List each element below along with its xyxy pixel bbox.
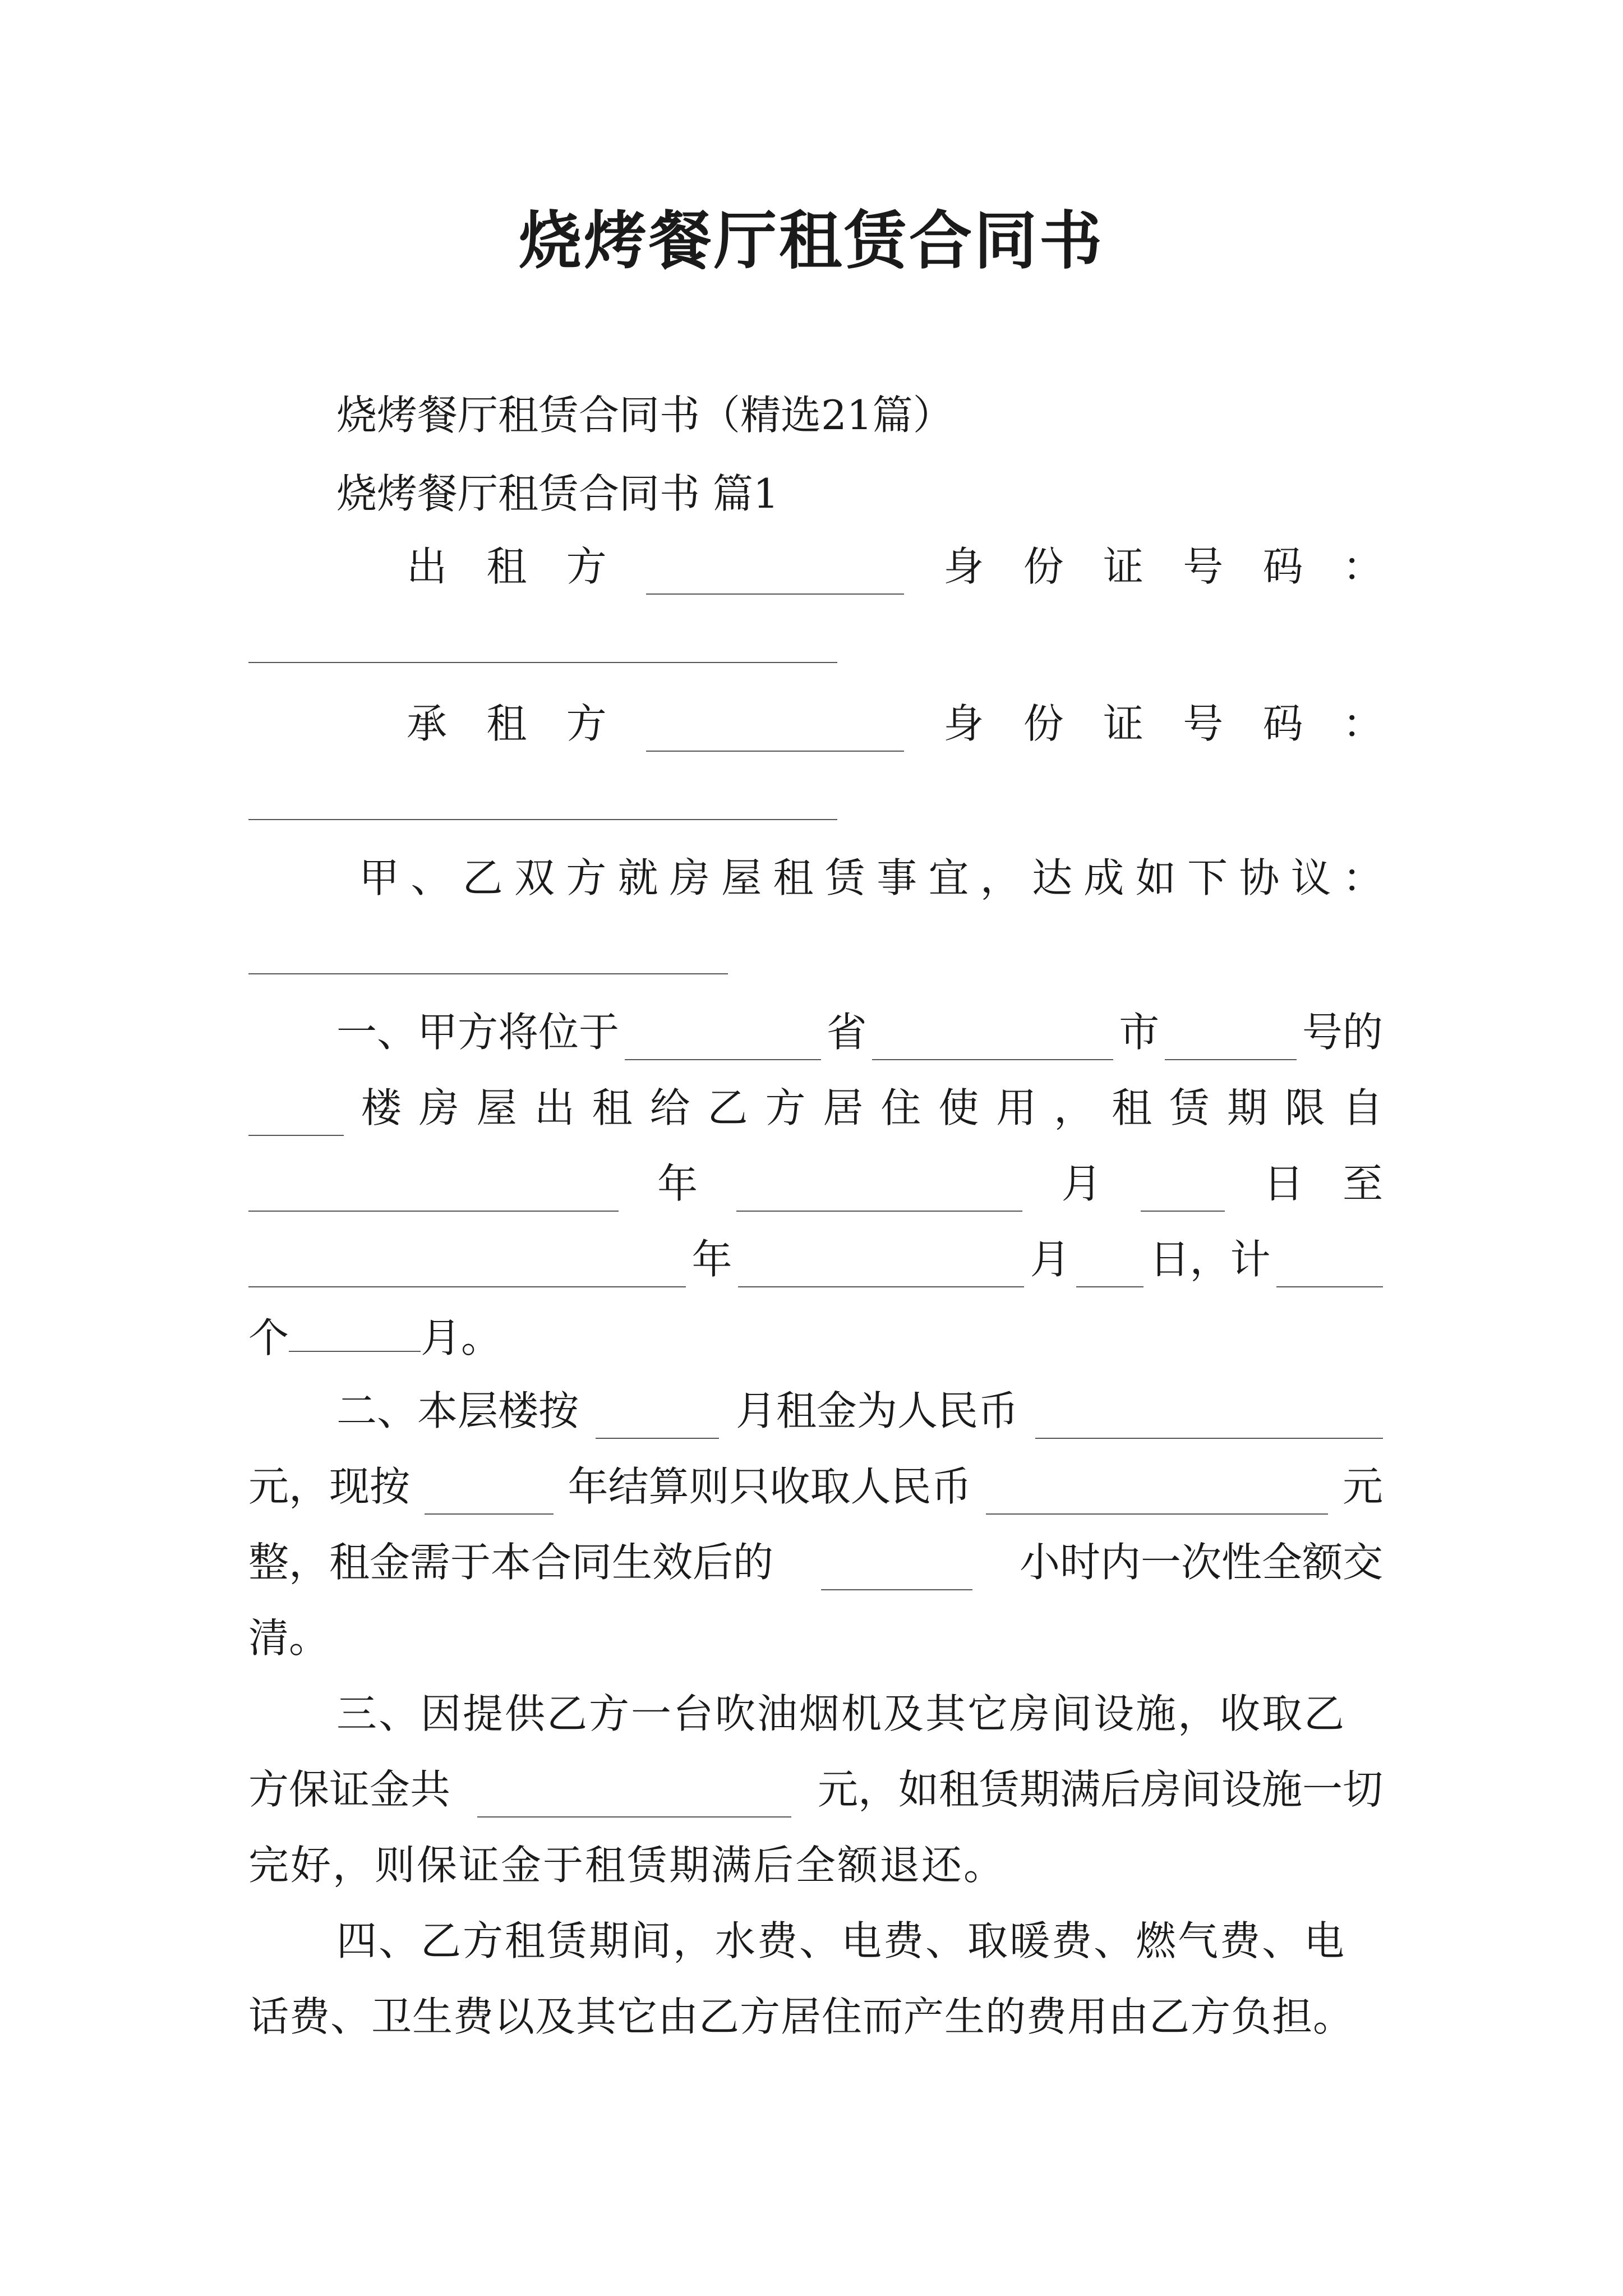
payment-hours-blank[interactable]: [821, 1545, 972, 1590]
clause1-char: 屋: [476, 1084, 517, 1131]
clause1-text: 年: [657, 1160, 698, 1207]
clause1-char: 期: [1227, 1084, 1267, 1131]
intro-char: 赁: [824, 854, 865, 901]
clause2-text: 月租金为人民币: [735, 1387, 1018, 1434]
lessor-label-char: 租: [486, 543, 527, 590]
start-month-blank[interactable]: [736, 1167, 1022, 1212]
lessee-name-blank[interactable]: [646, 707, 904, 752]
total-months-blank[interactable]: [1276, 1243, 1383, 1287]
intro-char: ：: [1342, 854, 1383, 901]
id-label-char: 身: [943, 700, 984, 747]
start-day-blank[interactable]: [1141, 1167, 1225, 1212]
intro-char: 、: [411, 854, 451, 901]
agreement-intro: [359, 850, 1383, 906]
city-blank[interactable]: [872, 1015, 1113, 1060]
clause1-char: 方: [765, 1084, 806, 1131]
clause1-char: 限: [1284, 1084, 1325, 1131]
lessor-label-char: 出: [407, 543, 448, 590]
clause1-text: 至: [1342, 1160, 1383, 1207]
id-label-char: 证: [1103, 543, 1144, 590]
clause2-text: 年结算则只收取人民币: [568, 1463, 972, 1510]
lessee-label-char: 承: [407, 700, 448, 747]
clause3-line3: 完好，则保证金于租赁期满后全额退还。: [248, 1842, 1006, 1889]
agreement-blank[interactable]: [248, 973, 728, 974]
end-month-blank[interactable]: [738, 1243, 1024, 1287]
clause1-text: 年: [691, 1236, 732, 1283]
clause1-char: 居: [823, 1084, 864, 1131]
intro-char: 议: [1290, 854, 1331, 901]
clause2-text: 元: [1342, 1463, 1383, 1510]
clause1-line2: [248, 1080, 1383, 1136]
clause2-line2: [248, 1458, 1383, 1515]
settlement-years-blank[interactable]: [425, 1470, 554, 1515]
clause1-char: 出: [534, 1084, 575, 1131]
lessee-label-char: 方: [566, 700, 607, 747]
id-label-char: 证: [1103, 700, 1144, 747]
clause2-line1: [336, 1383, 1383, 1439]
lessor-label-char: 方: [566, 543, 607, 590]
clause2-text: 整，租金需于本合同生效后的: [248, 1539, 774, 1586]
monthly-rent-blank[interactable]: [1035, 1394, 1383, 1439]
clause1-char: 楼: [361, 1084, 402, 1131]
lessor-name-blank[interactable]: [646, 550, 904, 595]
clause1-char: 租: [592, 1084, 633, 1131]
intro-char: 协: [1239, 854, 1280, 901]
start-year-blank[interactable]: [248, 1167, 619, 1212]
clause1-text: 省: [826, 1009, 867, 1056]
intro-char: 房: [669, 854, 710, 901]
clause1-text: 日，计: [1149, 1236, 1271, 1283]
clause1-char: 用: [996, 1084, 1037, 1131]
clause1-char: 乙: [707, 1084, 748, 1131]
id-label-char: 身: [943, 543, 984, 590]
chapter-heading: 烧烤餐厅租赁合同书 篇1: [336, 470, 779, 517]
intro-char: 方: [566, 854, 607, 901]
id-label-char: 号: [1183, 700, 1224, 747]
intro-char: 屋: [721, 854, 762, 901]
clause1-char: 住: [880, 1084, 921, 1131]
clause4-line2: 话费、卫生费以及其它由乙方居住而产生的费用由乙方负担。: [248, 1993, 1354, 2040]
id-label-char: 号: [1183, 543, 1224, 590]
clause1-char: 赁: [1169, 1084, 1210, 1131]
monthly-basis-blank[interactable]: [596, 1394, 719, 1439]
lessee-line: [407, 696, 1383, 752]
clause1-line5: [248, 1307, 501, 1366]
clause1-text: 月: [1030, 1236, 1071, 1283]
intro-char: 宜: [928, 854, 969, 901]
clause4-line1: 四、乙方租赁期间，水费、电费、取暖费、燃气费、电: [336, 1917, 1347, 1964]
clause3-text: 方保证金共: [248, 1766, 451, 1813]
clause1-char: 房: [418, 1084, 459, 1131]
clause1-char: 自: [1342, 1084, 1383, 1131]
intro-char: 如: [1135, 854, 1176, 901]
clause3-line1: 三、因提供乙方一台吹油烟机及其它房间设施，收取乙: [336, 1690, 1347, 1737]
clause1-char: 租: [1112, 1084, 1152, 1131]
clause3-line2: [248, 1761, 1383, 1818]
clause1-text: 市: [1119, 1009, 1160, 1056]
floor-blank[interactable]: [248, 1091, 344, 1136]
clause1-line1: [336, 1004, 1383, 1060]
clause2-text: 元，现按: [248, 1463, 411, 1510]
id-label-char: ：: [1342, 700, 1383, 747]
id-label-char: 码: [1262, 700, 1303, 747]
clause1-char: 给: [649, 1084, 690, 1131]
clause1-line3: [248, 1156, 1383, 1212]
clause2-text: 二、本层楼按: [336, 1387, 579, 1434]
clause2-text: 小时内一次性全额交: [1019, 1539, 1383, 1586]
id-label-char: 份: [1023, 700, 1064, 747]
intro-char: 就: [617, 854, 658, 901]
clause1-text: 号的: [1302, 1009, 1383, 1056]
lessee-id-blank[interactable]: [248, 819, 837, 820]
deposit-blank[interactable]: [477, 1773, 791, 1818]
id-label-char: 份: [1023, 543, 1064, 590]
clause1-char: ，: [1054, 1084, 1095, 1131]
intro-char: ，: [980, 854, 1021, 901]
subtitle: 烧烤餐厅租赁合同书（精选21篇）: [336, 392, 953, 439]
intro-char: 达: [1032, 854, 1073, 901]
clause1-char: 使: [938, 1084, 979, 1131]
intro-char: 甲: [359, 854, 400, 901]
clause1-text: 日: [1263, 1160, 1304, 1207]
clause1-text: 月。: [421, 1314, 502, 1361]
months-count-blank[interactable]: [289, 1307, 421, 1352]
clause1-line4: [248, 1231, 1383, 1287]
clause2-line3: [248, 1534, 1383, 1590]
clause1-text: 个: [248, 1314, 289, 1361]
id-label-char: ：: [1342, 543, 1383, 590]
lessee-label-char: 租: [486, 700, 527, 747]
clause1-text: 月: [1061, 1160, 1102, 1207]
intro-char: 事: [877, 854, 917, 901]
clause1-text: 一、甲方将位于: [336, 1009, 620, 1056]
id-label-char: 码: [1262, 543, 1303, 590]
lessor-id-blank[interactable]: [248, 662, 837, 663]
intro-char: 双: [514, 854, 555, 901]
province-blank[interactable]: [625, 1015, 821, 1060]
lessor-line: [407, 539, 1383, 595]
end-day-blank[interactable]: [1076, 1243, 1144, 1287]
intro-char: 乙: [462, 854, 503, 901]
intro-char: 租: [773, 854, 814, 901]
document-title: 烧烤餐厅租赁合同书: [519, 204, 1104, 278]
total-rent-blank[interactable]: [986, 1470, 1328, 1515]
intro-char: 下: [1187, 854, 1228, 901]
number-blank[interactable]: [1165, 1015, 1297, 1060]
end-year-blank[interactable]: [248, 1243, 686, 1287]
intro-char: 成: [1083, 854, 1124, 901]
clause2-line4: 清。: [248, 1614, 330, 1662]
clause3-text: 元，如租赁期满后房间设施一切: [817, 1766, 1383, 1813]
